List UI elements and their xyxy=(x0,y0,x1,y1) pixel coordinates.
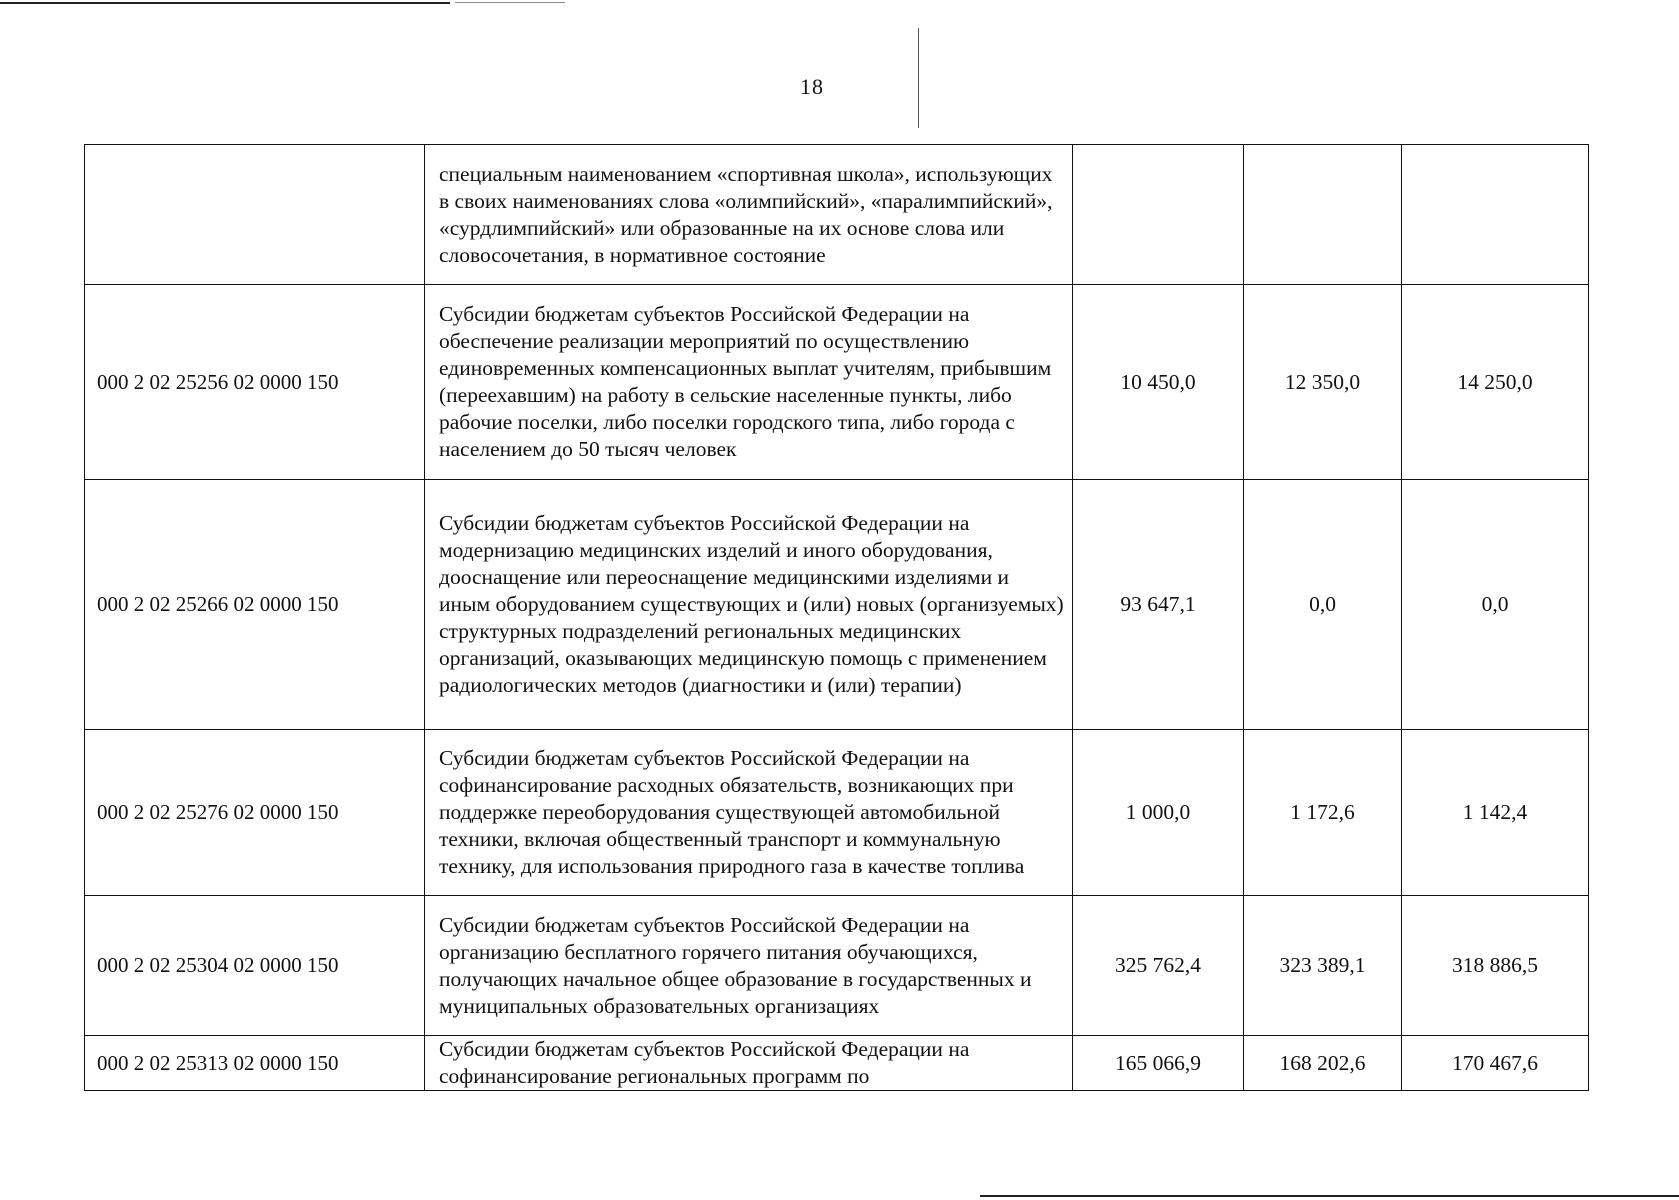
description-cell xyxy=(425,285,1073,480)
description-cell xyxy=(425,1036,1073,1091)
budget-code-cell: 000 2 02 25256 02 0000 150 xyxy=(85,285,425,480)
value-year2-cell: 323 389,1 xyxy=(1244,896,1402,1036)
value-year1-cell xyxy=(1073,145,1244,285)
table-row xyxy=(85,896,1589,1036)
scan-artifact-top-line xyxy=(0,2,450,4)
budget-table xyxy=(84,144,1589,1091)
value-year1-cell: 93 647,1 xyxy=(1073,480,1244,730)
value-year3-cell: 170 467,6 xyxy=(1402,1036,1589,1091)
value-year3-cell: 1 142,4 xyxy=(1402,730,1589,896)
table-row xyxy=(85,480,1589,730)
budget-code-cell: 000 2 02 25276 02 0000 150 xyxy=(85,730,425,896)
page-number: 18 xyxy=(800,74,824,99)
value-year1-cell: 10 450,0 xyxy=(1073,285,1244,480)
budget-code-cell: 000 2 02 25304 02 0000 150 xyxy=(85,896,425,1036)
value-year3-cell: 0,0 xyxy=(1402,480,1589,730)
table-row xyxy=(85,1036,1589,1091)
table-row xyxy=(85,145,1589,285)
description-cell xyxy=(425,145,1073,285)
scan-artifact-top-line-dashes xyxy=(455,2,565,3)
value-year2-cell xyxy=(1244,145,1402,285)
budget-code-cell: 000 2 02 25266 02 0000 150 xyxy=(85,480,425,730)
table-row xyxy=(85,285,1589,480)
value-year3-cell: 318 886,5 xyxy=(1402,896,1589,1036)
value-year3-cell xyxy=(1402,145,1589,285)
description-cell xyxy=(425,480,1073,730)
value-year2-cell: 0,0 xyxy=(1244,480,1402,730)
description-text: Субсидии бюджетам субъектов Российской Федерации на софинансирование расходных обязательств, возникающих при поддержке переоборудования существующей автомобильной техники, включая общественный транспорт и коммунальную технику, для использования природного газа в качестве топлива xyxy=(439,746,1025,878)
value-year2-cell: 168 202,6 xyxy=(1244,1036,1402,1091)
value-year1-cell: 1 000,0 xyxy=(1073,730,1244,896)
scan-artifact-vertical-mark xyxy=(918,28,919,128)
value-year1-cell: 165 066,9 xyxy=(1073,1036,1244,1091)
description-text: специальным наименованием «спортивная школа», использующих в своих наименованиях слова «олимпийский», «паралимпийский», «сурдлимпийский» или образованные на их основе слова или словосочетания, в нормативное состояние xyxy=(439,161,1053,267)
description-text: Субсидии бюджетам субъектов Российской Федерации на организацию бесплатного горячего питания обучающихся, получающих начальное общее образование в государственных и муниципальных образовательных организациях xyxy=(439,912,1032,1018)
value-year2-cell: 1 172,6 xyxy=(1244,730,1402,896)
budget-code-cell xyxy=(85,145,425,285)
table-row xyxy=(85,730,1589,896)
value-year2-cell: 12 350,0 xyxy=(1244,285,1402,480)
budget-code-cell: 000 2 02 25313 02 0000 150 xyxy=(85,1036,425,1091)
description-text: Субсидии бюджетам субъектов Российской Федерации на обеспечение реализации мероприятий по осуществлению единовременных компенсационных выплат учителям, прибывшим (переехавшим) на работу в сельские населенные пункты, либо рабочие поселки, либо поселки городского типа, либо города с населением до 50 тысяч человек xyxy=(439,302,1052,461)
description-cell xyxy=(425,730,1073,896)
value-year3-cell: 14 250,0 xyxy=(1402,285,1589,480)
description-cell xyxy=(425,896,1073,1036)
description-text: Субсидии бюджетам субъектов Российской Федерации на модернизацию медицинских изделий и иного оборудования, дооснащение или переоснащение медицинскими изделиями и иным оборудованием существующих и (или) новых (организуемых) структурных подразделений региональных медицинских организаций, оказывающих медицинскую помощь с применением радиологических методов (диагностики и (или) терапии) xyxy=(439,511,1064,697)
description-text: Субсидии бюджетам субъектов Российской Федерации на софинансирование региональных программ по xyxy=(439,1037,970,1088)
scan-artifact-bottom-line xyxy=(980,1195,1679,1197)
value-year1-cell: 325 762,4 xyxy=(1073,896,1244,1036)
